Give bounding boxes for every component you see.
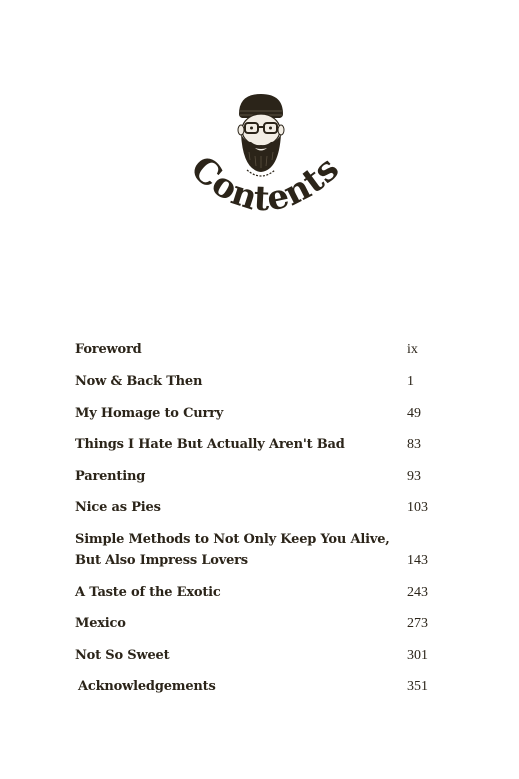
toc-entry-page-number: 83 [407,437,421,452]
toc-entry-title-line: Parenting [75,469,146,484]
toc-entry-title [75,497,385,518]
toc-entry-page-number: 273 [407,616,428,631]
toc-entry-page-number: 243 [407,585,428,600]
toc-entry-page-number: 1 [407,374,414,389]
toc-entry-page-number: 93 [407,469,421,484]
toc-entry-title [78,676,388,697]
toc-entry-page-number: 103 [407,500,428,515]
contents-heading-text: Contents [182,148,348,220]
toc-entry-title [75,645,385,666]
toc-entry-page-number: 351 [407,679,428,694]
toc-entry-title [75,371,385,392]
toc-entry-page-number: 49 [407,406,421,421]
toc-entry-title [75,434,385,455]
toc-entry-title [75,529,390,571]
toc-entry-title-line: Foreword [75,342,142,357]
toc-entry-title-line: Mexico [75,616,126,631]
toc-entry-title-line: Simple Methods to Not Only Keep You Alive, [75,532,390,547]
toc-entry-title [75,613,385,634]
toc-entry-page-number: 301 [407,648,428,663]
toc-entry-title-line: My Homage to Curry [75,406,224,421]
toc-entry-title-line: Things I Hate But Actually Aren't Bad [75,437,345,452]
toc-entry-title-line: Acknowledgements [78,679,216,694]
toc-entry-title-line: A Taste of the Exotic [75,585,221,600]
toc-entry-title [75,582,385,603]
toc-entry-title [75,466,385,487]
toc-entry-title [75,339,385,360]
toc-entry-page-number: ix [407,342,418,357]
toc-entry-title-line: Nice as Pies [75,500,161,515]
toc-entry-title-line: Not So Sweet [75,648,170,663]
toc-entry-page-number: 143 [407,553,428,568]
toc-entry-title-line: Now & Back Then [75,374,203,389]
toc-entry-title-line: But Also Impress Lovers [75,553,248,568]
toc-entry-title [75,403,385,424]
